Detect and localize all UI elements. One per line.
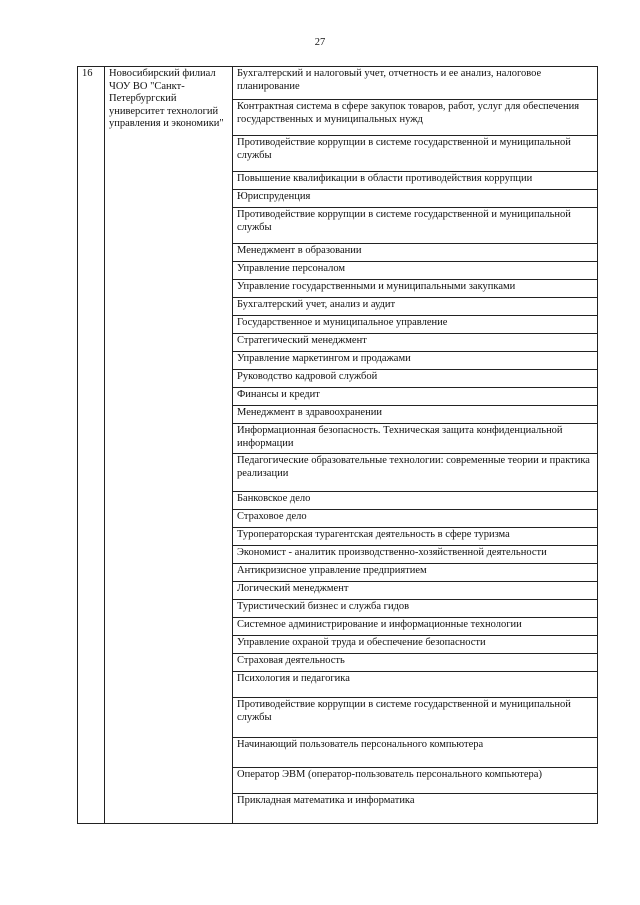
program-cell: Банковское дело	[233, 492, 598, 510]
program-cell: Менеджмент в образовании	[233, 244, 598, 262]
program-cell: Прикладная математика и информатика	[233, 794, 598, 824]
program-cell: Системное администрирование и информационные технологии	[233, 618, 598, 636]
program-cell: Антикризисное управление предприятием	[233, 564, 598, 582]
program-cell: Психология и педагогика	[233, 672, 598, 698]
program-cell: Начинающий пользователь персонального компьютера	[233, 738, 598, 768]
program-cell: Туристический бизнес и служба гидов	[233, 600, 598, 618]
program-cell: Контрактная система в сфере закупок товаров, работ, услуг для обеспечения государственных и муниципальных нужд	[233, 100, 598, 136]
program-cell: Страховое дело	[233, 510, 598, 528]
program-cell: Управление маркетингом и продажами	[233, 352, 598, 370]
program-cell: Государственное и муниципальное управление	[233, 316, 598, 334]
program-cell: Туроператорская турагентская деятельность в сфере туризма	[233, 528, 598, 546]
program-cell: Противодействие коррупции в системе государственной и муниципальной службы	[233, 208, 598, 244]
program-cell: Страховая деятельность	[233, 654, 598, 672]
program-cell: Педагогические образовательные технологии: современные теории и практика реализации	[233, 454, 598, 492]
program-cell: Бухгалтерский и налоговый учет, отчетность и ее анализ, налоговое планирование	[233, 67, 598, 100]
page-number: 27	[314, 37, 326, 48]
program-cell: Противодействие коррупции в системе государственной и муниципальной службы	[233, 136, 598, 172]
program-cell: Управление охраной труда и обеспечение безопасности	[233, 636, 598, 654]
row-number-cell: 16	[78, 67, 105, 824]
program-cell: Повышение квалификации в области противодействия коррупции	[233, 172, 598, 190]
program-cell: Логический менеджмент	[233, 582, 598, 600]
program-cell: Руководство кадровой службой	[233, 370, 598, 388]
program-cell: Противодействие коррупции в системе государственной и муниципальной службы	[233, 698, 598, 738]
program-cell: Бухгалтерский учет, анализ и аудит	[233, 298, 598, 316]
program-cell: Экономист - аналитик производственно-хозяйственной деятельности	[233, 546, 598, 564]
program-cell: Управление государственными и муниципальными закупками	[233, 280, 598, 298]
program-cell: Менеджмент в здравоохранении	[233, 406, 598, 424]
program-cell: Юриспруденция	[233, 190, 598, 208]
program-cell: Оператор ЭВМ (оператор-пользователь персонального компьютера)	[233, 768, 598, 794]
program-cell: Стратегический менеджмент	[233, 334, 598, 352]
program-cell: Финансы и кредит	[233, 388, 598, 406]
table-row	[78, 67, 598, 100]
program-cell: Информационная безопасность. Техническая защита конфиденциальной информации	[233, 424, 598, 454]
organization-cell: Новосибирский филиал ЧОУ ВО "Санкт-Петербургский университет технологий управления и экономики"	[105, 67, 233, 824]
programs-table	[77, 66, 598, 824]
program-cell: Управление персоналом	[233, 262, 598, 280]
